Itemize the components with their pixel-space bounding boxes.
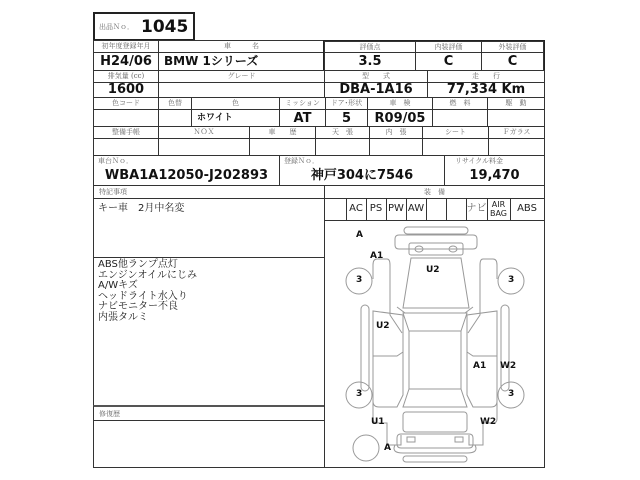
history-value [249, 138, 316, 156]
remarks-line: キー車 2月中名変 [98, 203, 185, 214]
damage-wheel-rear-right: 3 [508, 389, 515, 399]
damage-right-rear-door: A1 [473, 361, 487, 371]
note-item: A/Wキズ [98, 280, 138, 291]
inspection-value: R09/05 [367, 109, 433, 127]
plate-cell [279, 155, 445, 186]
plate-value: 神戸304に7546 [310, 168, 414, 183]
inspection-label: 車 検 [367, 97, 433, 110]
car-name-label: 車 名 [158, 40, 325, 53]
damage-wheel-rear-left: 3 [356, 389, 363, 399]
score-label: 評価点 [324, 41, 416, 53]
damage-wheel-front-left: 3 [356, 275, 363, 285]
nox-value [158, 138, 250, 156]
displacement-value: 1600 [93, 82, 159, 98]
maintenance-label: 整備手帳 [93, 126, 159, 139]
chassis-value: WBA1A12050-J202893 [104, 168, 269, 183]
first-reg-label: 初年度登録年月 [93, 40, 159, 53]
color-value: ホワイト [191, 109, 280, 127]
roof-value [315, 138, 370, 156]
note-item: エンジンオイルにじみ [98, 269, 197, 281]
equipment-item [426, 199, 447, 220]
mission-label: ミッション [279, 97, 326, 110]
score-value: 3.5 [324, 52, 416, 71]
damage-wheel-front-right: 3 [508, 275, 515, 285]
damage-rear-bumper: A [384, 443, 391, 453]
doors-label: ドア･形状 [325, 97, 368, 110]
damage-front-left-fender: A1 [370, 251, 384, 261]
notes-area [93, 257, 325, 406]
damage-front: A [356, 230, 363, 240]
inner-label: 内 張 [369, 126, 423, 139]
note-item: ABS他ランプ点灯 [98, 259, 178, 270]
doors-value: 5 [325, 109, 368, 127]
recycle-cell [444, 155, 545, 186]
color-label: 色 [191, 97, 280, 110]
equipment-item-navi: ナビ [466, 199, 488, 220]
drive-label: 駆 動 [487, 97, 545, 110]
mission-value: AT [279, 109, 326, 127]
drive-value [487, 109, 545, 127]
color-change-value [158, 109, 192, 127]
recycle-value: 19,470 [469, 168, 520, 183]
equipment-item-ac: AC [346, 199, 367, 220]
glass-value [488, 138, 545, 156]
car-outline-diagram [325, 221, 544, 467]
equipment-label: 装 備 [324, 185, 545, 199]
equipment-row [324, 198, 545, 221]
equipment-item [325, 199, 347, 220]
fuel-label: 燃 料 [432, 97, 488, 110]
seat-value [422, 138, 489, 156]
damage-diagram [324, 220, 545, 468]
equipment-item-aw: AW [406, 199, 427, 220]
note-item: ナビモニター不良 [98, 301, 178, 312]
remarks-area [93, 198, 325, 258]
equipment-item-pw: PW [386, 199, 407, 220]
lot-number: 1045 [141, 17, 189, 37]
glass-label: Ｆガラス [488, 126, 545, 139]
history-label: 車 歴 [249, 126, 316, 139]
mileage-value: 77,334 Km [427, 82, 545, 98]
damage-hood: U2 [426, 265, 440, 275]
inner-value [369, 138, 423, 156]
repair-history-area [93, 420, 325, 468]
recycle-label: リサイクル料金 [455, 157, 504, 165]
mileage-label: 走 行 [427, 70, 545, 83]
note-item: ヘッドライト水入り [98, 290, 188, 302]
damage-rear-left: U1 [371, 417, 385, 427]
seat-label: シート [422, 126, 489, 139]
grade-value [158, 82, 325, 98]
lot-number-box [93, 12, 195, 41]
equipment-item-ps: PS [366, 199, 387, 220]
nox-label: ＮＯＸ [158, 126, 250, 139]
interior-label: 内装評価 [415, 41, 482, 53]
first-reg-value: H24/06 [93, 52, 159, 71]
equipment-item-abs: ABS [517, 203, 537, 214]
plate-label: 登録Ｎｏ． [284, 157, 319, 165]
interior-value: C [415, 52, 482, 71]
color-code-value [93, 109, 159, 127]
remarks-label: 特記事項 [93, 185, 325, 199]
repair-history-label: 修復歴 [93, 405, 325, 421]
exterior-label: 外装評価 [481, 41, 544, 53]
lot-number-label: 出品Ｎｏ． [99, 23, 134, 31]
damage-right-rear-panel: W2 [500, 361, 517, 371]
car-name-value: BMW 1シリーズ [158, 52, 325, 71]
chassis-label: 車台Ｎｏ． [98, 157, 133, 165]
roof-label: 天 張 [315, 126, 370, 139]
damage-rear-right: W2 [480, 417, 497, 427]
chassis-cell [93, 155, 280, 186]
damage-left-door: U2 [376, 321, 390, 331]
fuel-value [432, 109, 488, 127]
note-item: 内張タルミ [98, 311, 148, 323]
equipment-item [446, 199, 467, 220]
exterior-value: C [481, 52, 544, 71]
model-label: 型 式 [324, 70, 428, 83]
displacement-label: 排気量 (cc) [93, 70, 159, 83]
grade-label: グレード [158, 70, 325, 83]
model-value: DBA-1A16 [324, 82, 428, 98]
color-change-label: 色替 [158, 97, 192, 110]
equipment-item-airbag: AIR BAG [487, 199, 511, 220]
color-code-label: 色コード [93, 97, 159, 110]
maintenance-value [93, 138, 159, 156]
